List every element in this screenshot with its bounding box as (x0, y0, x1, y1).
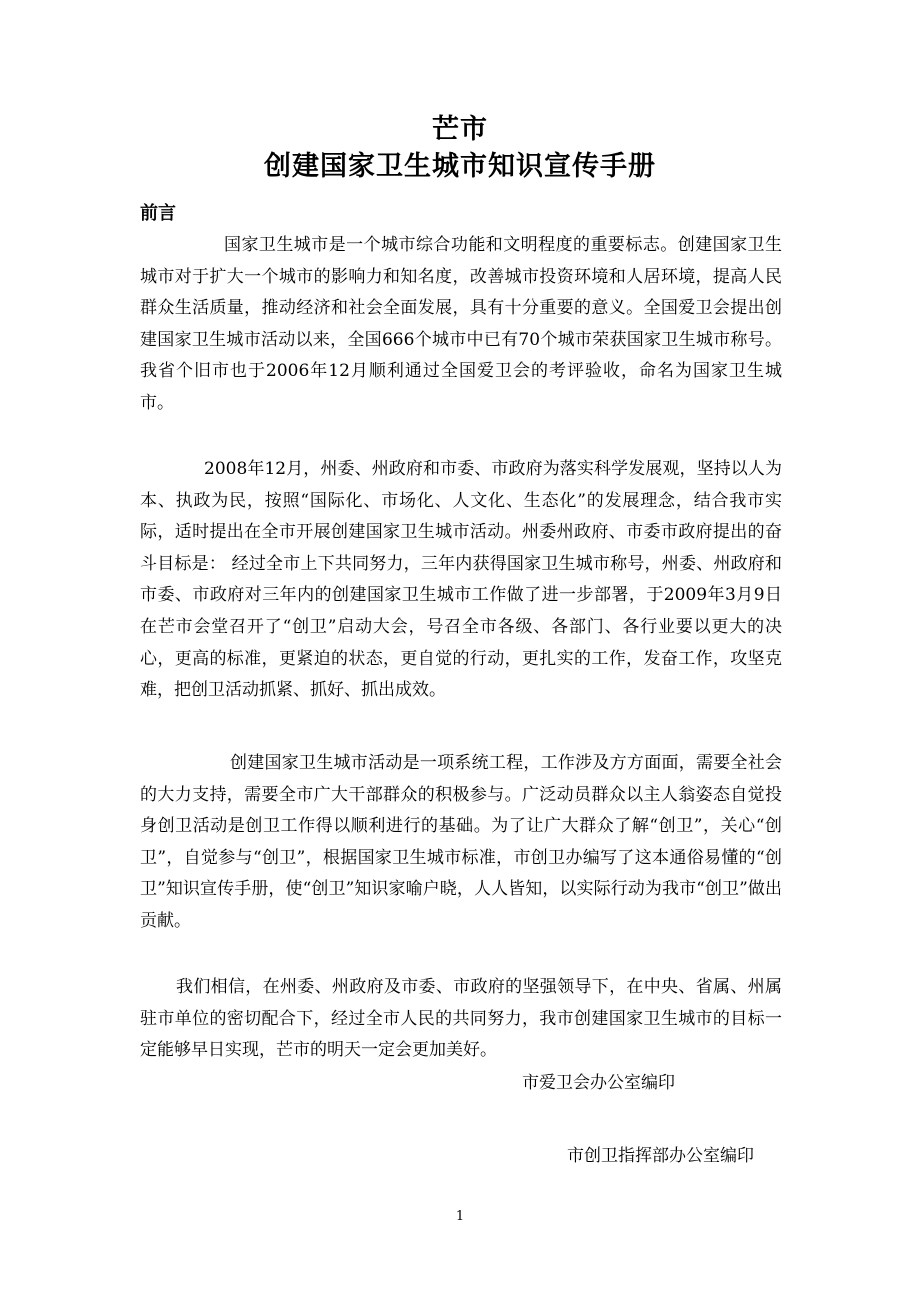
preface-heading: 前言 (140, 203, 176, 224)
page-number: 1 (455, 1209, 465, 1224)
preface-paragraph-4: 我们相信，在州委、州政府及市委、市政府的坚强领导下，在中央、省属、州属驻市单位的密切配合下，经过全市人民的共同努力，我市创建国家卫生城市的目标一定能够早日实现，芒市的明天一定会更加美好。 (140, 977, 782, 1061)
preface-paragraph-1: 国家卫生城市是一个城市综合功能和文明程度的重要标志。创建国家卫生城市对于扩大一个城市的影响力和知名度，改善城市投资环境和人居环境，提高人民群众生活质量，推动经济和社会全面发展，具有十分重要的意义。全国爱卫会提出创建国家卫生城市活动以来，全国666个城市中已有70个城市荣获国家卫生城市称号。我省个旧市也于2006年12月顺利通过全国爱卫会的考评验收，命名为国家卫生城市。 (140, 235, 782, 413)
document-title-city: 芒市 (432, 114, 488, 145)
signature-patriotic-health-office: 市爱卫会办公室编印 (522, 1073, 675, 1093)
signature-command-office: 市创卫指挥部办公室编印 (567, 1146, 754, 1166)
preface-paragraph-2: 2008年12月，州委、州政府和市委、市政府为落实科学发展观，坚持以人为本、执政为民，按照“国际化、市场化、人文化、生态化”的发展理念，结合我市实际，适时提出在全市开展创建国家卫生城市活动。州委州政府、市委市政府提出的奋斗目标是： 经过全市上下共同努力，三年内获得国家卫生城市称号，州委、州政府和市委、市政府对三年内的创建国家卫生城市工作做了进一步部署，于2009年3月9日在芒市会堂召开了“创卫”启动大会，号召全市各级、各部门、各行业要以更大的决心，更高的标准，更紧迫的状态，更自觉的行动，更扎实的工作，发奋工作，攻坚克难，把创卫活动抓紧、抓好、抓出成效。 (140, 459, 782, 701)
document-title: 创建国家卫生城市知识宣传手册 (264, 151, 656, 182)
preface-paragraph-3: 创建国家卫生城市活动是一项系统工程，工作涉及方方面面，需要全社会的大力支持，需要全市广大干部群众的积极参与。广泛动员群众以主人翁姿态自觉投身创卫活动是创卫工作得以顺利进行的基础。为了让广大群众了解“创卫”，关心“创卫”，自觉参与“创卫”，根据国家卫生城市标准，市创卫办编写了这本通俗易懂的“创卫”知识宣传手册，使“创卫”知识家喻户晓，人人皆知，以实际行动为我市“创卫”做出贡献。 (140, 753, 782, 931)
